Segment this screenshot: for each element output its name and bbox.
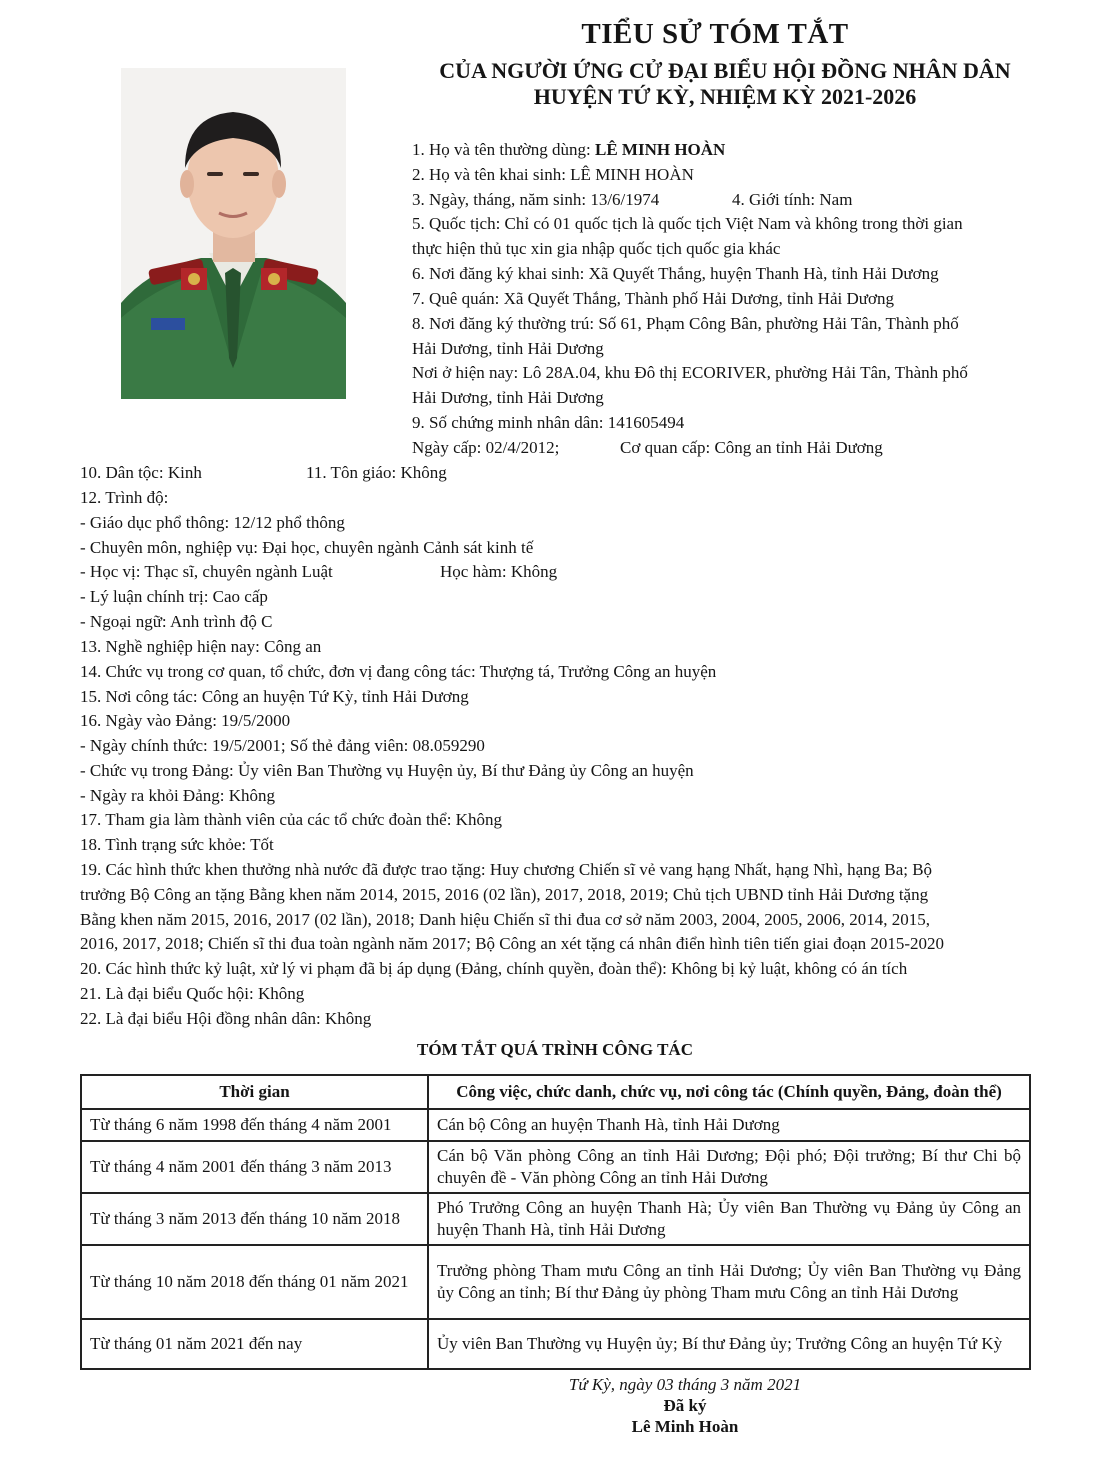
signer-name: Lê Minh Hoàn [631,1417,739,1436]
field-value-name: LÊ MINH HOÀN [595,140,726,159]
field-current-address-cont: Hải Dương, tỉnh Hải Dương [412,388,604,407]
field-birth-registration: 6. Nơi đăng ký khai sinh: Xã Quyết Thắng, huyện Thanh Hà, tỉnh Hải Dương [412,264,939,283]
field-party-official: - Ngày chính thức: 19/5/2001; Số thẻ đảng viên: 08.059290 [80,736,485,755]
table-row [81,1109,1030,1141]
document-title: TIỂU SỬ TÓM TẮT [581,18,849,50]
field-nationality-cont: thực hiện thủ tục xin gia nhập quốc tịch quốc gia khác [412,239,781,258]
field-id-issuer: Cơ quan cấp: Công an tỉnh Hải Dương [620,438,883,457]
cell-job: Cán bộ Công an huyện Thanh Hà, tỉnh Hải Dương [428,1109,1030,1141]
field-nationality: 5. Quốc tịch: Chỉ có 01 quốc tịch là quốc tịch Việt Nam và không trong thời gian [412,214,963,233]
field-religion: 11. Tôn giáo: Không [306,463,447,482]
field-discipline: 20. Các hình thức kỷ luật, xử lý vi phạm đã bị áp dụng (Đảng, chính quyền, đoàn thể): Không bị kỷ luật, không có án tích [80,959,908,978]
field-party-position: - Chức vụ trong Đảng: Ủy viên Ban Thường vụ Huyện ủy, Bí thư Đảng ủy Công an huyện [80,761,694,780]
field-birth-name: 2. Họ và tên khai sinh: LÊ MINH HOÀN [412,165,694,184]
cell-job: Trưởng phòng Tham mưu Công an tỉnh Hải Dương; Ủy viên Ban Thường vụ Đảng ủy Công an tỉnh; Bí thư Đảng ủy phòng Tham mưu Công an tỉnh Hải Dương [428,1245,1030,1319]
cell-job: Ủy viên Ban Thường vụ Huyện ủy; Bí thư Đảng ủy; Trưởng Công an huyện Tứ Kỳ [428,1319,1030,1369]
field-awards-cont-3: 2016, 2017, 2018; Chiến sĩ thi đua toàn ngành năm 2017; Bộ Công an xét tặng cá nhân điển hình tiên tiến giai đoạn 2015-2020 [80,934,945,953]
field-academic-title: Học hàm: Không [440,562,558,581]
field-awards-cont-1: trưởng Bộ Công an tặng Bằng khen năm 2014, 2015, 2016 (02 lần), 2017, 2018, 2019; Chủ tịch UBND tỉnh Hải Dương tặng [80,885,929,904]
field-occupation: 13. Nghề nghiệp hiện nay: Công an [80,637,322,656]
field-workplace: 15. Nơi công tác: Công an huyện Tứ Kỳ, tỉnh Hải Dương [80,687,469,706]
table-row [81,1193,1030,1245]
field-ethnicity: 10. Dân tộc: Kinh [80,463,202,482]
field-common-name [412,138,725,162]
document-subtitle-term: HUYỆN TỨ KỲ, NHIỆM KỲ 2021-2026 [533,84,917,109]
field-degree: - Học vị: Thạc sĩ, chuyên ngành Luật [80,562,333,581]
document-subtitle: CỦA NGƯỜI ỨNG CỬ ĐẠI BIỂU HỘI ĐỒNG NHÂN DÂN [439,58,1011,83]
field-id-issue-date: Ngày cấp: 02/4/2012; [412,438,560,457]
table-row [81,1245,1030,1319]
field-national-assembly: 21. Là đại biểu Quốc hội: Không [80,984,305,1003]
field-education-heading: 12. Trình độ: [80,488,169,507]
work-history-title: TÓM TẮT QUÁ TRÌNH CÔNG TÁC [417,1040,693,1059]
column-header-job: Công việc, chức danh, chức vụ, nơi công tác (Chính quyền, Đảng, đoàn thể) [428,1075,1030,1109]
cell-time: Từ tháng 10 năm 2018 đến tháng 01 năm 2021 [81,1245,428,1319]
field-organizations: 17. Tham gia làm thành viên của các tổ chức đoàn thể: Không [80,810,502,829]
cell-time: Từ tháng 3 năm 2013 đến tháng 10 năm 2018 [81,1193,428,1245]
table-row [81,1141,1030,1193]
field-awards-cont-2: Bằng khen năm 2015, 2016, 2017 (02 lần), 2018; Danh hiệu Chiến sĩ thi đua cơ sở năm 2003, 2004, 2005, 2006, 2014, 2015, [80,910,930,929]
field-peoples-council: 22. Là đại biểu Hội đồng nhân dân: Không [80,1009,372,1028]
cell-time: Từ tháng 6 năm 1998 đến tháng 4 năm 2001 [81,1109,428,1141]
field-id-number: 9. Số chứng minh nhân dân: 141605494 [412,413,685,432]
cell-time: Từ tháng 01 năm 2021 đến nay [81,1319,428,1369]
column-header-time: Thời gian [81,1075,428,1109]
signature-status: Đã ký [663,1396,707,1415]
field-position: 14. Chức vụ trong cơ quan, tổ chức, đơn vị đang công tác: Thượng tá, Trưởng Công an huyện [80,662,717,681]
field-health: 18. Tình trạng sức khỏe: Tốt [80,835,274,854]
field-party-leave: - Ngày ra khỏi Đảng: Không [80,786,275,805]
field-birth-date: 3. Ngày, tháng, năm sinh: 13/6/1974 [412,190,660,209]
field-general-education: - Giáo dục phổ thông: 12/12 phổ thông [80,513,345,532]
portrait-photo [121,68,346,399]
signature-place-date: Tứ Kỳ, ngày 03 tháng 3 năm 2021 [568,1375,802,1394]
field-specialty: - Chuyên môn, nghiệp vụ: Đại học, chuyên ngành Cảnh sát kinh tế [80,538,534,557]
field-party-join-date: 16. Ngày vào Đảng: 19/5/2000 [80,711,291,730]
field-foreign-language: - Ngoại ngữ: Anh trình độ C [80,612,273,631]
table-header-row [81,1075,1030,1109]
field-political-theory: - Lý luận chính trị: Cao cấp [80,587,268,606]
field-label: 1. Họ và tên thường dùng: [412,140,595,159]
field-gender: 4. Giới tính: Nam [732,190,853,209]
field-awards: 19. Các hình thức khen thưởng nhà nước đã được trao tặng: Huy chương Chiến sĩ vẻ vang hạng Nhất, hạng Nhì, hạng Ba; Bộ [80,860,933,879]
cell-time: Từ tháng 4 năm 2001 đến tháng 3 năm 2013 [81,1141,428,1193]
field-hometown: 7. Quê quán: Xã Quyết Thắng, Thành phố Hải Dương, tỉnh Hải Dương [412,289,894,308]
field-permanent-address: 8. Nơi đăng ký thường trú: Số 61, Phạm Công Bân, phường Hải Tân, Thành phố [412,314,959,333]
field-current-address: Nơi ở hiện nay: Lô 28A.04, khu Đô thị ECORIVER, phường Hải Tân, Thành phố [412,363,968,382]
work-history-table [80,1074,1031,1370]
cell-job: Phó Trưởng Công an huyện Thanh Hà; Ủy viên Ban Thường vụ Đảng ủy Công an huyện Thanh Hà, tỉnh Hải Dương [428,1193,1030,1245]
cell-job: Cán bộ Văn phòng Công an tỉnh Hải Dương; Đội phó; Đội trưởng; Bí thư Chi bộ chuyên đề - Văn phòng Công an tỉnh Hải Dương [428,1141,1030,1193]
table-row [81,1319,1030,1369]
field-permanent-address-cont: Hải Dương, tỉnh Hải Dương [412,339,604,358]
